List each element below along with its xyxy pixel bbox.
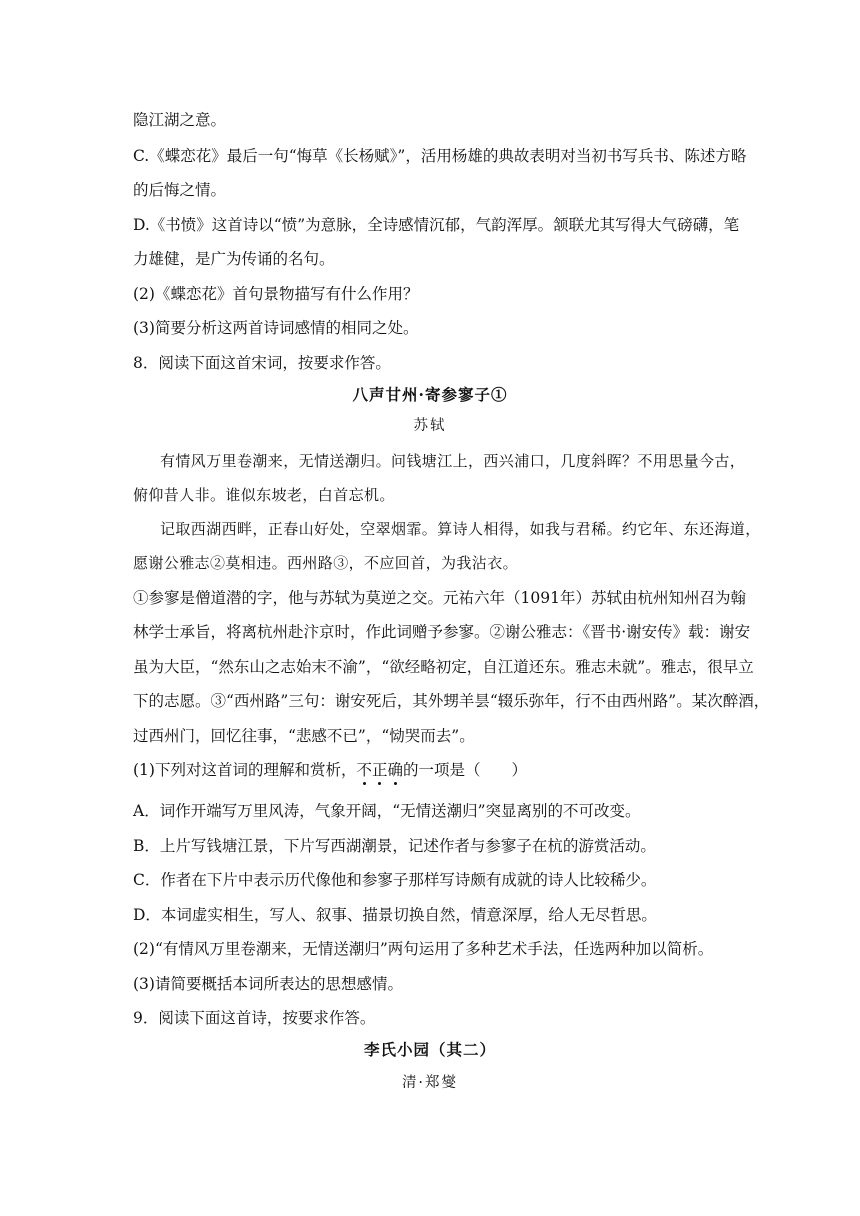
poem-stanza2-line1: 记取西湖西畔，正春山好处，空翠烟霏。算诗人相得，如我与君稀。约它年、东还海道，	[160, 520, 761, 538]
emphasis-char: 确	[387, 761, 404, 779]
question-8-3: (3)请简要概括本词所表达的思想感情。	[133, 975, 403, 993]
option-a: A．词作开端写万里风涛，气象开阔，“无情送潮归”突显离别的不可改变。	[133, 802, 641, 820]
annotation-line4: 下的志愿。③“西州路”三句：谢安死后，其外甥羊昙“辍乐弥年，行不由西州路”。某次醉酒，	[133, 692, 770, 710]
question-8-heading: 8．阅读下面这首宋词，按要求作答。	[133, 354, 391, 372]
poem-stanza1-line2: 俯仰昔人非。谁似东坡老，白首忘机。	[133, 486, 395, 504]
annotation-line3: 虽为大臣，“然东山之志始末不渝”，“欲经略初定，自江道还东。雅志未就”。雅志，很早立	[133, 658, 754, 676]
question-9-heading: 9．阅读下面这首诗，按要求作答。	[133, 1009, 376, 1027]
poem-stanza1-line1: 有情风万里卷潮来，无情送潮归。问钱塘江上，西兴浦口，几度斜晖？不用思量今古，	[160, 452, 746, 470]
annotation-line2: 林学士承旨，将离杭州赴汴京时，作此词赠予参寥。②谢公雅志：《晋书·谢安传》载：谢安	[133, 623, 751, 641]
option-b: B．上片写钱塘江景，下片写西湖潮景，记述作者与参寥子在杭的游赏活动。	[133, 837, 656, 855]
question-8-1-prefix: (1)下列对这首词的理解和赏析，	[133, 761, 357, 779]
poem2-author: 清·郑燮	[401, 1075, 459, 1091]
annotation-line5: 过西州门，回忆往事，“悲感不已”，“恸哭而去”。	[133, 727, 475, 745]
option-d-line2: 力雄健，是广为传诵的名句。	[133, 250, 335, 268]
poem-stanza2-line2: 愿谢公雅志②莫相违。西州路③，不应回首，为我沾衣。	[133, 554, 519, 572]
question-7-2: (2)《蝶恋花》首句景物描写有什么作用？	[133, 285, 419, 303]
option-b-continuation: 隐江湖之意。	[133, 111, 227, 129]
option-c-line1: C.《蝶恋花》最后一句“悔草《长杨赋》”，活用杨雄的典故表明对当初书写兵书、陈述方略	[133, 147, 747, 165]
option-d-line1: D.《书愤》这首诗以“愤”为意脉，全诗感情沉郁，气韵浑厚。颔联尤其写得大气磅礴，笔	[133, 216, 740, 234]
poem-title: 八声甘州·寄参寥子①	[352, 385, 508, 404]
option-c-line2: 的后悔之情。	[133, 181, 227, 199]
option-d: D．本词虚实相生，写人、叙事、描景切换自然，情意深厚，给人无尽哲思。	[133, 906, 657, 924]
poem2-title: 李氏小园（其二）	[363, 1040, 496, 1059]
question-8-2: (2)“有情风万里卷潮来，无情送潮归”两句运用了多种艺术手法，任选两种加以简析。	[133, 940, 714, 958]
question-8-1	[133, 760, 527, 780]
annotation-line1: ①参寥是僧道潜的字，他与苏轼为莫逆之交。元祐六年（1091年）苏轼由杭州知州召为翰	[133, 589, 746, 607]
question-8-1-suffix: 的一项是（ ）	[403, 761, 528, 779]
poem-author: 苏轼	[413, 418, 447, 434]
question-7-3: (3)简要分析这两首诗词感情的相同之处。	[133, 319, 419, 337]
emphasis-char: 不	[356, 761, 372, 779]
emphasis-char: 正	[371, 761, 388, 779]
option-c: C．作者在下片中表示历代像他和参寥子那样写诗颇有成就的诗人比较稀少。	[133, 871, 657, 889]
